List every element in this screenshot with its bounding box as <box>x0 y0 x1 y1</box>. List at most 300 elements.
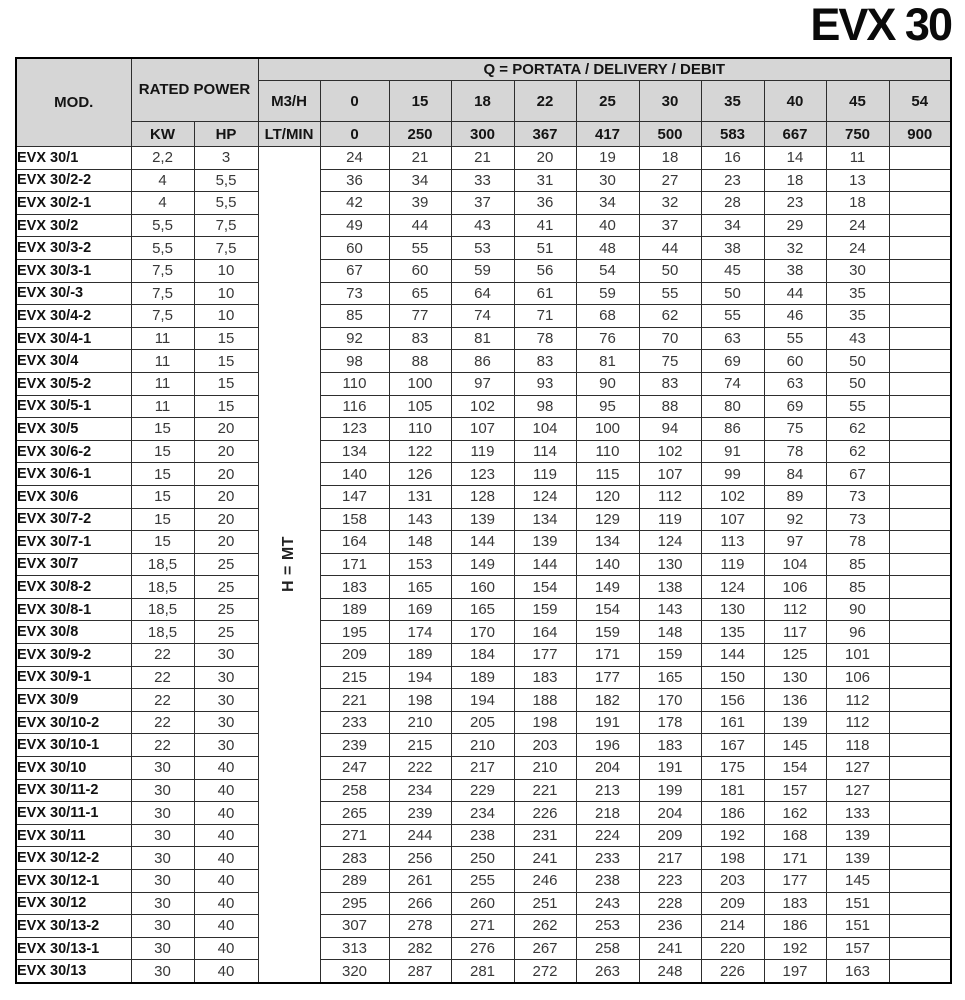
head-value-cell: 119 <box>639 508 701 531</box>
m3h-value-header: 30 <box>639 81 701 122</box>
model-cell: EVX 30/6 <box>16 485 131 508</box>
head-value-cell <box>889 440 951 463</box>
head-value-cell: 60 <box>764 350 826 373</box>
model-cell: EVX 30/12-2 <box>16 847 131 870</box>
head-value-cell: 48 <box>576 237 639 260</box>
kw-cell: 30 <box>131 779 194 802</box>
head-value-cell: 73 <box>826 485 889 508</box>
head-value-cell: 171 <box>576 644 639 667</box>
head-value-cell: 203 <box>701 870 764 893</box>
head-value-cell: 128 <box>451 485 514 508</box>
kw-cell: 5,5 <box>131 214 194 237</box>
head-value-cell: 78 <box>826 531 889 554</box>
head-value-cell: 129 <box>576 508 639 531</box>
head-value-cell: 50 <box>639 259 701 282</box>
model-cell: EVX 30/11-2 <box>16 779 131 802</box>
table-row <box>16 915 951 938</box>
model-cell: EVX 30/10-2 <box>16 711 131 734</box>
head-value-cell: 181 <box>701 779 764 802</box>
head-value-cell <box>889 937 951 960</box>
kw-cell: 22 <box>131 734 194 757</box>
table-row <box>16 508 951 531</box>
m3h-value-header: 18 <box>451 81 514 122</box>
head-value-cell: 18 <box>826 192 889 215</box>
head-value-cell: 191 <box>639 757 701 780</box>
head-value-cell: 149 <box>451 553 514 576</box>
head-value-cell: 130 <box>639 553 701 576</box>
head-value-cell: 313 <box>320 937 389 960</box>
hp-cell: 40 <box>194 937 258 960</box>
kw-cell: 11 <box>131 327 194 350</box>
head-value-cell: 98 <box>514 395 576 418</box>
hp-cell: 20 <box>194 531 258 554</box>
head-value-cell: 55 <box>826 395 889 418</box>
head-value-cell: 63 <box>701 327 764 350</box>
kw-cell: 15 <box>131 463 194 486</box>
table-row <box>16 757 951 780</box>
head-value-cell: 40 <box>576 214 639 237</box>
head-value-cell: 238 <box>576 870 639 893</box>
model-cell: EVX 30/10-1 <box>16 734 131 757</box>
model-cell: EVX 30/3-1 <box>16 259 131 282</box>
head-value-cell: 97 <box>764 531 826 554</box>
head-value-cell: 50 <box>701 282 764 305</box>
ltmin-value-header: 300 <box>451 122 514 147</box>
head-value-cell <box>889 960 951 983</box>
head-value-cell: 164 <box>514 621 576 644</box>
hp-cell: 15 <box>194 350 258 373</box>
model-cell: EVX 30/5 <box>16 418 131 441</box>
head-value-cell <box>889 779 951 802</box>
hp-cell: 25 <box>194 576 258 599</box>
model-cell: EVX 30/9-1 <box>16 666 131 689</box>
table-row <box>16 689 951 712</box>
head-value-cell: 64 <box>451 282 514 305</box>
head-value-cell: 251 <box>514 892 576 915</box>
head-value-cell: 41 <box>514 214 576 237</box>
head-value-cell: 88 <box>389 350 451 373</box>
head-value-cell: 204 <box>576 757 639 780</box>
head-value-cell: 99 <box>701 463 764 486</box>
head-value-cell: 75 <box>764 418 826 441</box>
head-value-cell: 60 <box>389 259 451 282</box>
head-value-cell: 222 <box>389 757 451 780</box>
head-value-cell: 170 <box>451 621 514 644</box>
head-value-cell: 38 <box>764 259 826 282</box>
head-value-cell: 106 <box>826 666 889 689</box>
head-value-cell: 295 <box>320 892 389 915</box>
head-value-cell: 139 <box>514 531 576 554</box>
head-value-cell: 258 <box>576 937 639 960</box>
hp-cell: 40 <box>194 915 258 938</box>
ltmin-label: LT/MIN <box>258 122 320 147</box>
model-cell: EVX 30/8 <box>16 621 131 644</box>
head-value-cell: 14 <box>764 147 826 170</box>
table-row <box>16 418 951 441</box>
head-value-cell: 90 <box>576 372 639 395</box>
head-value-cell: 189 <box>320 598 389 621</box>
head-value-cell: 167 <box>701 734 764 757</box>
head-value-cell: 59 <box>451 259 514 282</box>
head-value-cell: 233 <box>576 847 639 870</box>
head-value-cell <box>889 870 951 893</box>
head-value-cell: 20 <box>514 147 576 170</box>
kw-cell: 11 <box>131 350 194 373</box>
head-value-cell: 229 <box>451 779 514 802</box>
head-value-cell: 159 <box>514 598 576 621</box>
head-value-cell: 94 <box>639 418 701 441</box>
head-value-cell: 124 <box>514 485 576 508</box>
hp-cell: 40 <box>194 757 258 780</box>
head-value-cell: 159 <box>639 644 701 667</box>
head-value-cell: 123 <box>320 418 389 441</box>
ltmin-value-header: 250 <box>389 122 451 147</box>
m3h-value-header: 22 <box>514 81 576 122</box>
head-value-cell: 69 <box>701 350 764 373</box>
kw-cell: 30 <box>131 824 194 847</box>
model-cell: EVX 30/3-2 <box>16 237 131 260</box>
kw-cell: 2,2 <box>131 147 194 170</box>
head-value-cell: 231 <box>514 824 576 847</box>
table-row <box>16 485 951 508</box>
head-value-cell <box>889 576 951 599</box>
head-value-cell: 23 <box>764 192 826 215</box>
head-value-cell: 226 <box>514 802 576 825</box>
head-value-cell: 189 <box>451 666 514 689</box>
hp-header: HP <box>194 122 258 147</box>
hp-cell: 3 <box>194 147 258 170</box>
hp-cell: 20 <box>194 463 258 486</box>
head-value-cell: 147 <box>320 485 389 508</box>
m3h-value-header: 35 <box>701 81 764 122</box>
head-value-cell: 35 <box>826 282 889 305</box>
table-row <box>16 463 951 486</box>
hp-cell: 15 <box>194 395 258 418</box>
table-row <box>16 395 951 418</box>
m3h-label: M3/H <box>258 81 320 122</box>
head-value-cell: 243 <box>576 892 639 915</box>
model-cell: EVX 30/6-1 <box>16 463 131 486</box>
kw-cell: 18,5 <box>131 598 194 621</box>
head-value-cell: 213 <box>576 779 639 802</box>
head-value-cell: 150 <box>701 666 764 689</box>
head-value-cell: 140 <box>576 553 639 576</box>
head-value-cell: 24 <box>320 147 389 170</box>
head-value-cell <box>889 711 951 734</box>
head-value-cell: 34 <box>576 192 639 215</box>
head-value-cell: 126 <box>389 463 451 486</box>
head-value-cell: 46 <box>764 305 826 328</box>
head-value-cell: 31 <box>514 169 576 192</box>
head-value-cell: 156 <box>701 689 764 712</box>
head-value-cell: 112 <box>764 598 826 621</box>
head-value-cell: 139 <box>451 508 514 531</box>
head-value-cell: 148 <box>389 531 451 554</box>
head-value-cell: 221 <box>514 779 576 802</box>
head-value-cell: 104 <box>764 553 826 576</box>
ltmin-value-header: 900 <box>889 122 951 147</box>
head-value-cell: 272 <box>514 960 576 983</box>
head-value-cell: 118 <box>826 734 889 757</box>
head-value-cell: 95 <box>576 395 639 418</box>
table-row <box>16 598 951 621</box>
head-value-cell: 34 <box>701 214 764 237</box>
head-value-cell <box>889 689 951 712</box>
table-row <box>16 440 951 463</box>
head-value-cell: 139 <box>826 847 889 870</box>
ltmin-value-header: 0 <box>320 122 389 147</box>
head-value-cell: 263 <box>576 960 639 983</box>
hp-cell: 20 <box>194 418 258 441</box>
head-value-cell <box>889 192 951 215</box>
head-value-cell: 162 <box>764 802 826 825</box>
head-value-cell <box>889 147 951 170</box>
head-value-cell: 105 <box>389 395 451 418</box>
head-value-cell: 83 <box>639 372 701 395</box>
model-cell: EVX 30/11 <box>16 824 131 847</box>
head-value-cell: 157 <box>764 779 826 802</box>
head-value-cell: 278 <box>389 915 451 938</box>
head-value-cell: 83 <box>514 350 576 373</box>
head-value-cell: 78 <box>514 327 576 350</box>
head-value-cell: 35 <box>826 305 889 328</box>
q-portata-header: Q = PORTATA / DELIVERY / DEBIT <box>258 58 951 81</box>
head-value-cell: 192 <box>764 937 826 960</box>
head-value-cell: 198 <box>389 689 451 712</box>
head-value-cell: 198 <box>514 711 576 734</box>
head-value-cell: 195 <box>320 621 389 644</box>
rated-power-header: RATED POWER <box>131 58 258 122</box>
model-cell: EVX 30/13-2 <box>16 915 131 938</box>
head-value-cell: 102 <box>639 440 701 463</box>
table-row <box>16 531 951 554</box>
mod-header: MOD. <box>16 58 131 147</box>
kw-cell: 4 <box>131 192 194 215</box>
head-value-cell: 238 <box>451 824 514 847</box>
header-row-q <box>16 58 951 81</box>
head-value-cell: 75 <box>639 350 701 373</box>
head-value-cell: 151 <box>826 915 889 938</box>
hp-cell: 30 <box>194 734 258 757</box>
head-value-cell: 110 <box>389 418 451 441</box>
pump-performance-table <box>15 57 952 984</box>
head-value-cell: 154 <box>514 576 576 599</box>
head-value-cell: 234 <box>389 779 451 802</box>
head-value-cell: 271 <box>320 824 389 847</box>
table-row <box>16 214 951 237</box>
head-value-cell: 50 <box>826 350 889 373</box>
head-value-cell: 56 <box>514 259 576 282</box>
head-value-cell: 119 <box>451 440 514 463</box>
head-value-cell: 282 <box>389 937 451 960</box>
model-cell: EVX 30/13 <box>16 960 131 983</box>
model-cell: EVX 30/8-2 <box>16 576 131 599</box>
head-value-cell: 165 <box>639 666 701 689</box>
head-value-cell: 55 <box>639 282 701 305</box>
head-value-cell: 101 <box>826 644 889 667</box>
head-value-cell: 59 <box>576 282 639 305</box>
head-value-cell: 67 <box>826 463 889 486</box>
ltmin-value-header: 417 <box>576 122 639 147</box>
model-cell: EVX 30/4 <box>16 350 131 373</box>
head-value-cell: 228 <box>639 892 701 915</box>
model-cell: EVX 30/4-2 <box>16 305 131 328</box>
table-row <box>16 847 951 870</box>
model-cell: EVX 30/9-2 <box>16 644 131 667</box>
head-value-cell: 177 <box>764 870 826 893</box>
head-value-cell: 209 <box>701 892 764 915</box>
model-cell: EVX 30/5-2 <box>16 372 131 395</box>
table-row <box>16 237 951 260</box>
head-value-cell: 271 <box>451 915 514 938</box>
head-value-cell: 33 <box>451 169 514 192</box>
head-value-cell: 239 <box>389 802 451 825</box>
hp-cell: 30 <box>194 689 258 712</box>
head-value-cell: 54 <box>576 259 639 282</box>
head-value-cell: 107 <box>451 418 514 441</box>
head-value-cell: 44 <box>764 282 826 305</box>
model-cell: EVX 30/2 <box>16 214 131 237</box>
hp-cell: 20 <box>194 440 258 463</box>
head-value-cell: 149 <box>576 576 639 599</box>
kw-cell: 22 <box>131 711 194 734</box>
hp-cell: 15 <box>194 372 258 395</box>
head-value-cell: 283 <box>320 847 389 870</box>
hp-cell: 40 <box>194 892 258 915</box>
head-value-cell: 241 <box>514 847 576 870</box>
hp-cell: 30 <box>194 666 258 689</box>
head-value-cell: 221 <box>320 689 389 712</box>
head-value-cell: 133 <box>826 802 889 825</box>
head-value-cell: 246 <box>514 870 576 893</box>
kw-cell: 11 <box>131 395 194 418</box>
head-value-cell: 139 <box>764 711 826 734</box>
head-value-cell: 107 <box>701 508 764 531</box>
table-row <box>16 327 951 350</box>
head-value-cell: 16 <box>701 147 764 170</box>
head-value-cell: 244 <box>389 824 451 847</box>
ltmin-value-header: 583 <box>701 122 764 147</box>
head-value-cell: 209 <box>639 824 701 847</box>
head-value-cell: 11 <box>826 147 889 170</box>
head-value-cell: 63 <box>764 372 826 395</box>
hp-cell: 40 <box>194 824 258 847</box>
head-value-cell: 89 <box>764 485 826 508</box>
kw-cell: 30 <box>131 960 194 983</box>
head-value-cell: 36 <box>514 192 576 215</box>
table-row <box>16 644 951 667</box>
model-cell: EVX 30/6-2 <box>16 440 131 463</box>
table-row <box>16 711 951 734</box>
head-value-cell: 116 <box>320 395 389 418</box>
head-value-cell: 256 <box>389 847 451 870</box>
head-value-cell: 177 <box>514 644 576 667</box>
head-value-cell: 98 <box>320 350 389 373</box>
model-cell: EVX 30/2-2 <box>16 169 131 192</box>
head-value-cell: 265 <box>320 802 389 825</box>
model-cell: EVX 30/1 <box>16 147 131 170</box>
head-value-cell: 307 <box>320 915 389 938</box>
table-row <box>16 621 951 644</box>
head-value-cell: 250 <box>451 847 514 870</box>
table-row <box>16 259 951 282</box>
head-value-cell: 157 <box>826 937 889 960</box>
head-value-cell: 13 <box>826 169 889 192</box>
head-value-cell: 39 <box>389 192 451 215</box>
head-value-cell: 247 <box>320 757 389 780</box>
table-row <box>16 372 951 395</box>
head-value-cell: 135 <box>701 621 764 644</box>
hp-cell: 7,5 <box>194 214 258 237</box>
h-mt-column <box>258 147 320 983</box>
head-value-cell: 143 <box>639 598 701 621</box>
head-value-cell: 182 <box>576 689 639 712</box>
head-value-cell: 144 <box>451 531 514 554</box>
head-value-cell: 23 <box>701 169 764 192</box>
head-value-cell: 55 <box>701 305 764 328</box>
head-value-cell: 171 <box>320 553 389 576</box>
head-value-cell: 194 <box>389 666 451 689</box>
m3h-value-header: 25 <box>576 81 639 122</box>
head-value-cell: 51 <box>514 237 576 260</box>
head-value-cell: 217 <box>451 757 514 780</box>
head-value-cell: 218 <box>576 802 639 825</box>
head-value-cell: 21 <box>389 147 451 170</box>
head-value-cell <box>889 734 951 757</box>
kw-cell: 30 <box>131 870 194 893</box>
head-value-cell: 50 <box>826 372 889 395</box>
head-value-cell: 112 <box>639 485 701 508</box>
head-value-cell: 161 <box>701 711 764 734</box>
head-value-cell: 203 <box>514 734 576 757</box>
head-value-cell: 171 <box>764 847 826 870</box>
head-value-cell: 74 <box>451 305 514 328</box>
head-value-cell <box>889 847 951 870</box>
head-value-cell: 255 <box>451 870 514 893</box>
head-value-cell: 196 <box>576 734 639 757</box>
head-value-cell: 220 <box>701 937 764 960</box>
head-value-cell: 233 <box>320 711 389 734</box>
head-value-cell: 145 <box>764 734 826 757</box>
model-cell: EVX 30/9 <box>16 689 131 712</box>
kw-cell: 7,5 <box>131 259 194 282</box>
head-value-cell: 78 <box>764 440 826 463</box>
m3h-value-header: 15 <box>389 81 451 122</box>
head-value-cell: 205 <box>451 711 514 734</box>
hp-cell: 40 <box>194 779 258 802</box>
head-value-cell <box>889 327 951 350</box>
head-value-cell: 287 <box>389 960 451 983</box>
kw-cell: 15 <box>131 418 194 441</box>
head-value-cell: 143 <box>389 508 451 531</box>
kw-cell: 30 <box>131 847 194 870</box>
hp-cell: 10 <box>194 282 258 305</box>
kw-cell: 22 <box>131 644 194 667</box>
head-value-cell: 97 <box>451 372 514 395</box>
hp-cell: 30 <box>194 711 258 734</box>
head-value-cell: 93 <box>514 372 576 395</box>
model-cell: EVX 30/7-1 <box>16 531 131 554</box>
head-value-cell: 19 <box>576 147 639 170</box>
head-value-cell: 174 <box>389 621 451 644</box>
head-value-cell: 107 <box>639 463 701 486</box>
head-value-cell <box>889 621 951 644</box>
head-value-cell: 210 <box>451 734 514 757</box>
head-value-cell: 134 <box>514 508 576 531</box>
head-value-cell: 276 <box>451 937 514 960</box>
kw-header: KW <box>131 122 194 147</box>
head-value-cell: 85 <box>826 576 889 599</box>
